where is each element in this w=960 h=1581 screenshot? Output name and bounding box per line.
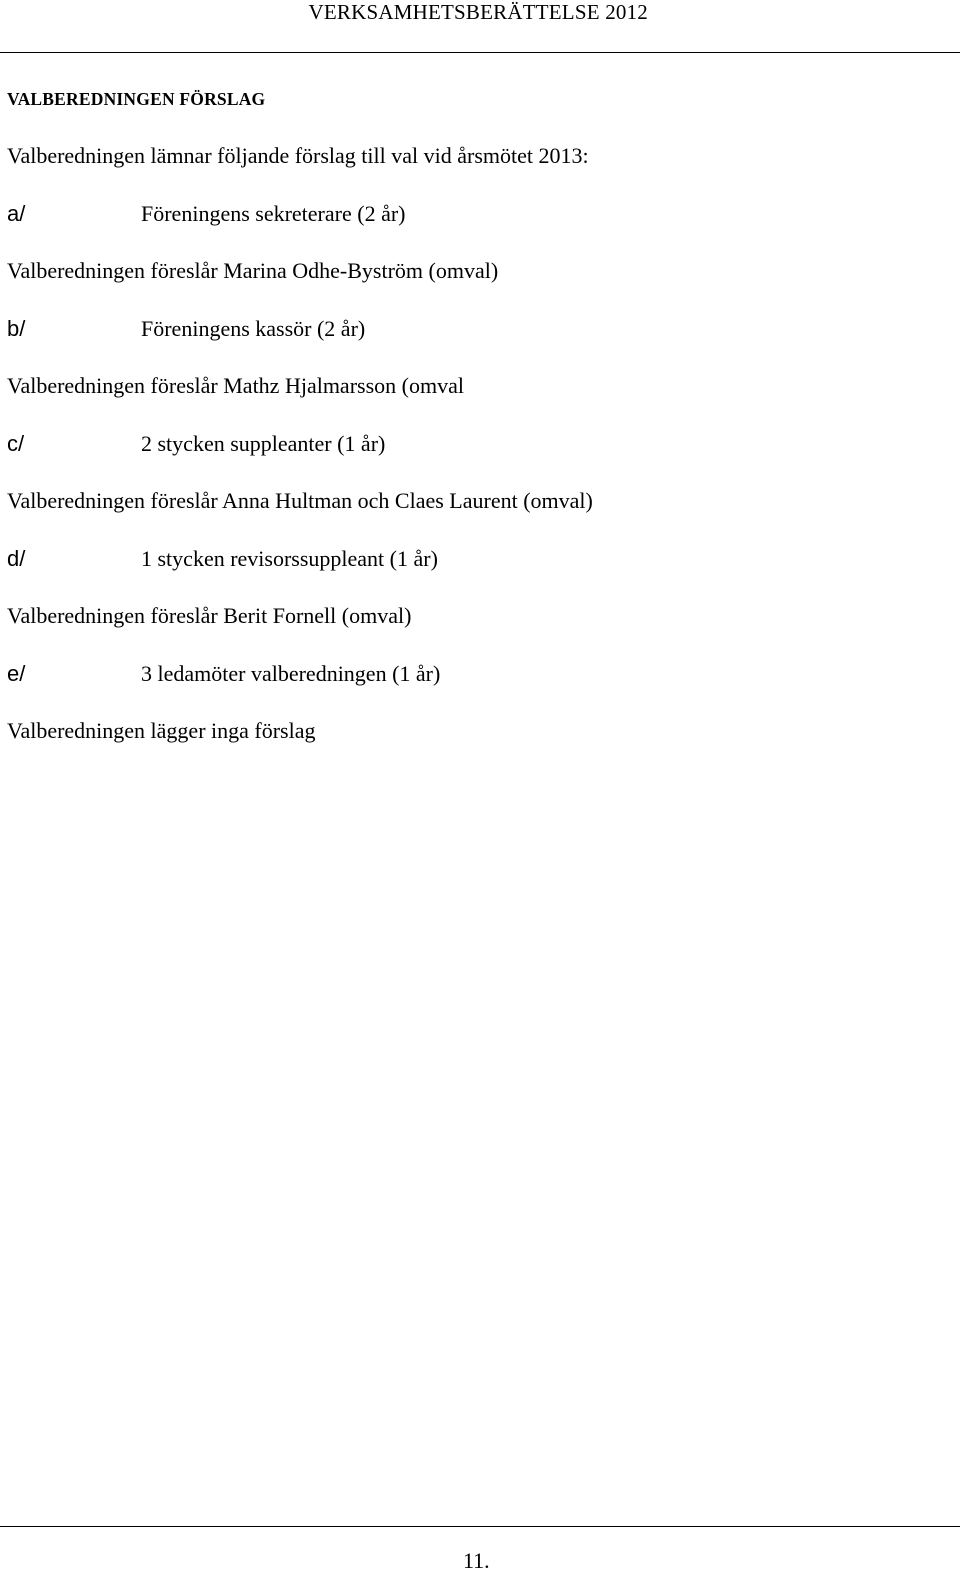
item-proposal-a: Valberedningen föreslår Marina Odhe-Byström (omval) <box>7 258 499 283</box>
header-divider <box>0 52 960 53</box>
page-header-title: VERKSAMHETSBERÄTTELSE 2012 <box>308 0 648 24</box>
item-position-b: Föreningens kassör (2 år) <box>141 316 366 341</box>
intro-paragraph: Valberedningen lämnar följande förslag till val vid årsmötet 2013: <box>7 143 589 168</box>
item-marker-c: c/ <box>7 431 25 456</box>
item-proposal-e: Valberedningen lägger inga förslag <box>7 718 316 743</box>
footer-divider <box>0 1526 960 1527</box>
item-proposal-c: Valberedningen föreslår Anna Hultman och Claes Laurent (omval) <box>7 488 593 513</box>
item-marker-a: a/ <box>7 201 26 226</box>
section-heading: VALBEREDNINGEN FÖRSLAG <box>7 89 266 109</box>
item-position-e: 3 ledamöter valberedningen (1 år) <box>141 661 441 686</box>
item-proposal-b: Valberedningen föreslår Mathz Hjalmarsson (omval <box>7 373 464 398</box>
item-position-a: Föreningens sekreterare (2 år) <box>141 201 406 226</box>
item-position-c: 2 stycken suppleanter (1 år) <box>141 431 386 456</box>
item-marker-e: e/ <box>7 661 26 686</box>
item-position-d: 1 stycken revisorssuppleant (1 år) <box>141 546 438 571</box>
item-marker-d: d/ <box>7 546 26 571</box>
item-proposal-d: Valberedningen föreslår Berit Fornell (omval) <box>7 603 412 628</box>
item-marker-b: b/ <box>7 316 26 341</box>
page-number: 11. <box>463 1548 490 1573</box>
